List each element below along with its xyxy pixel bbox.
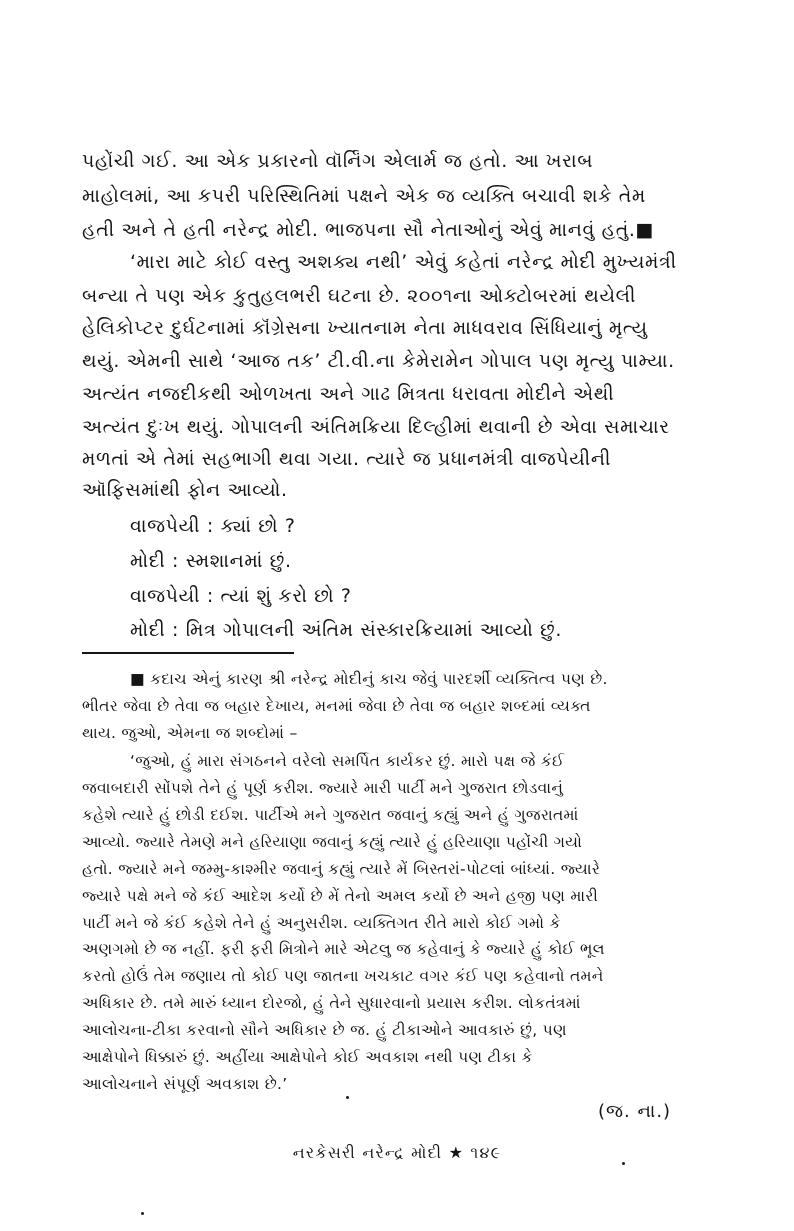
dialogue-line: મોદી : સ્મશાનમાં છું. — [130, 550, 292, 572]
footnote-quote-line: જ્યારે પક્ષે મને જે કંઈ આદેશ કર્યો છે મેં તેનો અમલ કર્યો છે અને હજી પણ મારી — [82, 887, 599, 905]
footnote-quote-line: આલોચના-ટીકા કરવાનો સૌને અધિકાર છે જ. હું ટીકાઓને આવકારું છું, પણ — [82, 1021, 567, 1039]
body-text-line: હેલિકોપ્ટર દુર્ઘટનામાં કૉંગ્રેસના ખ્યાતનામ નેતા માધવરાવ સિંધિયાનું મૃત્યુ — [82, 317, 648, 339]
footnote-quote-line: અધિકાર છે. તમે મારું ધ્યાન દોરજો, હું તેને સુધારવાનો પ્રયાસ કરીશ. લોકતંત્રમાં — [82, 994, 581, 1012]
footnote-line: થાય. જુઓ, એમના જ શબ્દોમાં – — [82, 724, 298, 742]
footnote-quote-line: ‘જુઓ, હું મારા સંગઠનને વરેલો સમર્પિત કાર્યકર છું. મારો પક્ષ જે કંઈ — [130, 752, 565, 770]
footnote-quote-line: પાર્ટી મને જે કંઈ કહેશે તેને હું અનુસરીશ. વ્યક્તિગત રીતે મારો કોઈ ગમો કે — [82, 914, 561, 932]
footnote-quote-line: હતો. જ્યારે મને જમ્મુ-કાશ્મીર જવાનું કહ્યું ત્યારે મેં બિસ્તરાં-પોટલાં બાંધ્યાં. જ્યારે — [82, 860, 601, 878]
footnote-quote-line: આક્ષેપોને ધિક્કારું છું. અહીંયા આક્ષેપોને કોઈ અવકાશ નથી પણ ટીકા કે — [82, 1048, 533, 1066]
body-text-line: ઑફિસમાંથી ફોન આવ્યો. — [82, 479, 288, 501]
footnote-quote-line: આલોચનાને સંપૂર્ણ અવકાશ છે.’ — [82, 1075, 288, 1093]
page-footer: નરકેસરી નરેન્દ્ર મોદી ★ ૧૪૯ — [292, 1143, 502, 1162]
footnote-quote-line: કહેશે ત્યારે હું છોડી દઈશ. પાર્ટીએ મને ગુજરાત જવાનું કહ્યું અને હું ગુજરાતમાં — [82, 806, 579, 824]
body-text-line: ‘મારા માટે કોઈ વસ્તુ અશક્ય નથી’ એવું કહેતાં નરેન્દ્ર મોદી મુખ્યમંત્રી — [130, 251, 677, 273]
footnote-quote-line: અણગમો છે જ નહીં. ફરી ફરી મિત્રોને મારે એટલુ જ કહેવાનું કે જ્યારે હું કોઈ ભૂલ — [82, 940, 605, 958]
footnote-line: ■ કદાચ એનું કારણ શ્રી નરેન્દ્ર મોદીનું કાચ જેવું પારદર્શી વ્યક્તિત્વ પણ છે. — [130, 670, 608, 688]
body-text-line: અત્યંત દુઃખ થયું. ગોપાલની અંતિમક્રિયા દિલ્હીમાં થવાની છે એવા સમાચાર — [82, 416, 670, 438]
dialogue-line: મોદી : મિત્ર ગોપાલની અંતિમ સંસ્કારક્રિયામાં આવ્યો છું. — [130, 619, 562, 641]
body-text-line: પહોંચી ગઈ. આ એક પ્રકારનો વૉર્નિંગ એલાર્મ જ હતો. આ ખરાબ — [82, 150, 594, 172]
body-text-line: હતી અને તે હતી નરેન્દ્ર મોદી. ભાજપના સૌ નેતાઓનું એવું માનવું હતું.■ — [82, 219, 655, 241]
footnote-separator — [82, 652, 294, 654]
body-text-line: બન્યા તે પણ એક કુતુહલભરી ઘટના છે. ૨૦૦૧ના ઓક્ટોબરમાં થયેલી — [82, 285, 637, 307]
body-text-line: મળતાં એ તેમાં સહભાગી થવા ગયા. ત્યારે જ પ્રધાનમંત્રી વાજપેયીની — [82, 448, 612, 470]
body-text-line: અત્યંત નજદીકથી ઓળખતા અને ગાઢ મિત્રતા ધરાવતા મોદીને એથી — [82, 383, 615, 405]
dialogue-line: વાજપેયી : ક્યાં છો ? — [130, 515, 296, 537]
print-speck — [622, 1162, 625, 1165]
author-initials: (જ. ના.) — [598, 1101, 672, 1122]
footnote-quote-line: કરતો હોઉં તેમ જણાય તો કોઈ પણ જાતના ખચકાટ વગર કંઈ પણ કહેવાનો તમને — [82, 967, 604, 985]
footnote-quote-line: જવાબદારી સોંપશે તેને હું પૂર્ણ કરીશ. જ્યારે મારી પાર્ટી મને ગુજરાત છોડવાનું — [82, 779, 564, 797]
footnote-line: ભીતર જેવા છે તેવા જ બહાર દેખાય, મનમાં જેવા છે તેવા જ બહાર શબ્દમાં વ્યક્ત — [82, 697, 591, 715]
footnote-quote-line: આવ્યો. જ્યારે તેમણે મને હરિયાણા જવાનું કહ્યું ત્યારે હું હરિયાણા પહોંચી ગયો — [82, 833, 583, 851]
dialogue-line: વાજપેયી : ત્યાં શું કરો છો ? — [130, 585, 352, 607]
body-text-line: થયું. એમની સાથે ‘આજ તક’ ટી.વી.ના કેમેરામેન ગોપાલ પણ મૃત્યુ પામ્યા. — [82, 350, 675, 372]
print-speck — [141, 1212, 144, 1215]
print-speck — [346, 1096, 349, 1099]
body-text-line: માહોલમાં, આ કપરી પરિસ્થિતિમાં પક્ષને એક જ વ્યક્તિ બચાવી શકે તેમ — [82, 185, 646, 207]
